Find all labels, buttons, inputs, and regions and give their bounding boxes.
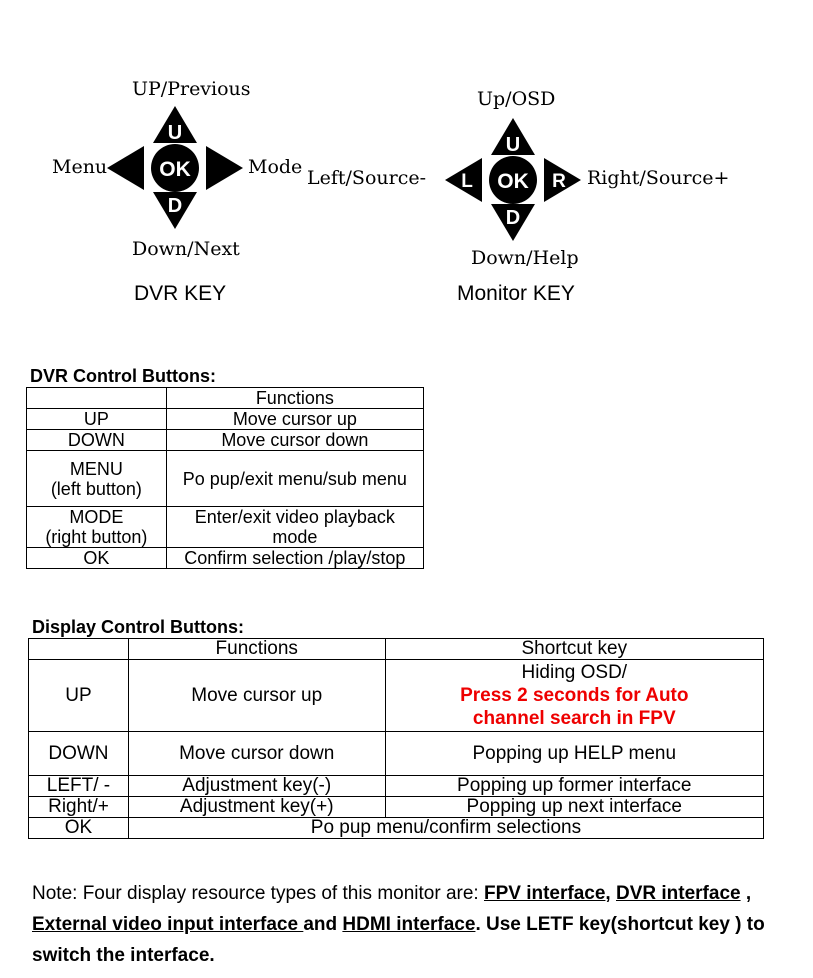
- display-header-shortcut: Shortcut key: [385, 639, 763, 660]
- display-function-cell: Move cursor down: [128, 732, 385, 776]
- table-row: [27, 451, 424, 507]
- dvr-key-title: DVR KEY: [134, 282, 227, 305]
- dvr-right-arrow: [206, 146, 243, 190]
- monitor-right-label: Right/Source+: [587, 167, 730, 189]
- dvr-key-diagram: [107, 106, 243, 229]
- dvr-control-table: [26, 387, 424, 569]
- dvr-left-arrow: [107, 146, 144, 190]
- key-diagrams: [0, 0, 813, 320]
- monitor-down-letter: D: [505, 207, 521, 229]
- dvr-down-letter: D: [167, 195, 183, 217]
- monitor-key-diagram: [445, 118, 581, 241]
- monitor-left-label: Left/Source-: [307, 167, 427, 189]
- table-row: [29, 818, 764, 839]
- dvr-ok-text: OK: [159, 158, 191, 181]
- display-key-cell: LEFT/ -: [29, 776, 129, 797]
- monitor-right-letter: R: [552, 171, 566, 192]
- note-external: External video input interface: [32, 914, 304, 935]
- table-row: [27, 548, 424, 569]
- dvr-key-cell: OK: [27, 548, 167, 569]
- display-merged-cell: Po pup menu/confirm selections: [128, 818, 763, 839]
- dvr-key-cell: DOWN: [27, 430, 167, 451]
- monitor-down-label: Down/Help: [471, 247, 579, 269]
- table-row: [29, 776, 764, 797]
- table-row: [27, 430, 424, 451]
- dvr-function-cell: Confirm selection /play/stop: [166, 548, 423, 569]
- monitor-up-label: Up/OSD: [477, 88, 556, 110]
- dvr-key-cell: MENU (left button): [27, 451, 167, 507]
- display-key-cell: Right/+: [29, 797, 129, 818]
- table-row: [29, 639, 764, 660]
- dvr-down-label: Down/Next: [132, 238, 240, 260]
- note-comma2: ,: [740, 883, 752, 904]
- table-row: [29, 732, 764, 776]
- dvr-header-functions: Functions: [166, 388, 423, 409]
- display-shortcut-cell: Popping up former interface: [385, 776, 763, 797]
- dvr-key-cell: MODE (right button): [27, 507, 167, 548]
- dvr-up-label: UP/Previous: [132, 78, 251, 100]
- note-and: and: [303, 914, 343, 935]
- monitor-key-title: Monitor KEY: [457, 282, 575, 305]
- dvr-function-cell: Move cursor up: [166, 409, 423, 430]
- table-row: [29, 660, 764, 732]
- table-row: [27, 507, 424, 548]
- monitor-ok-text: OK: [497, 170, 529, 193]
- display-function-cell: Adjustment key(-): [128, 776, 385, 797]
- display-shortcut-cell: Hiding OSD/ Press 2 seconds for Auto channel search in FPV: [385, 660, 763, 732]
- display-function-cell: Move cursor up: [128, 660, 385, 732]
- table-row: [29, 797, 764, 818]
- dvr-table-heading: DVR Control Buttons:: [30, 366, 216, 386]
- monitor-left-letter: L: [461, 171, 473, 192]
- dvr-right-label: Mode: [248, 156, 303, 178]
- note-suffix: . Use LETF key(shortcut key ) to switch the interface.: [32, 914, 765, 966]
- note-paragraph: [32, 878, 812, 971]
- monitor-up-letter: U: [505, 134, 521, 156]
- display-shortcut-cell: Popping up HELP menu: [385, 732, 763, 776]
- dvr-function-cell: Enter/exit video playback mode: [166, 507, 423, 548]
- auto-channel-note: Press 2 seconds for Auto channel search in FPV: [460, 685, 689, 729]
- display-shortcut-cell: Popping up next interface: [385, 797, 763, 818]
- display-key-cell: DOWN: [29, 732, 129, 776]
- display-control-table: [28, 638, 764, 839]
- table-row: [27, 388, 424, 409]
- note-prefix: Note: Four display resource types of this monitor are:: [32, 883, 484, 904]
- dvr-left-label: Menu: [52, 156, 108, 178]
- dvr-key-cell: UP: [27, 409, 167, 430]
- dvr-function-cell: Move cursor down: [166, 430, 423, 451]
- dvr-function-cell: Po pup/exit menu/sub menu: [166, 451, 423, 507]
- note-hdmi: HDMI interface: [342, 914, 476, 935]
- display-header-functions: Functions: [128, 639, 385, 660]
- note-dvr: DVR interface: [615, 883, 741, 904]
- note-comma1: ,: [605, 883, 616, 904]
- display-table-heading: Display Control Buttons:: [32, 617, 244, 637]
- display-key-cell: OK: [29, 818, 129, 839]
- table-row: [27, 409, 424, 430]
- display-function-cell: Adjustment key(+): [128, 797, 385, 818]
- note-fpv: FPV interface: [483, 883, 606, 904]
- display-key-cell: UP: [29, 660, 129, 732]
- dvr-up-letter: U: [167, 122, 183, 144]
